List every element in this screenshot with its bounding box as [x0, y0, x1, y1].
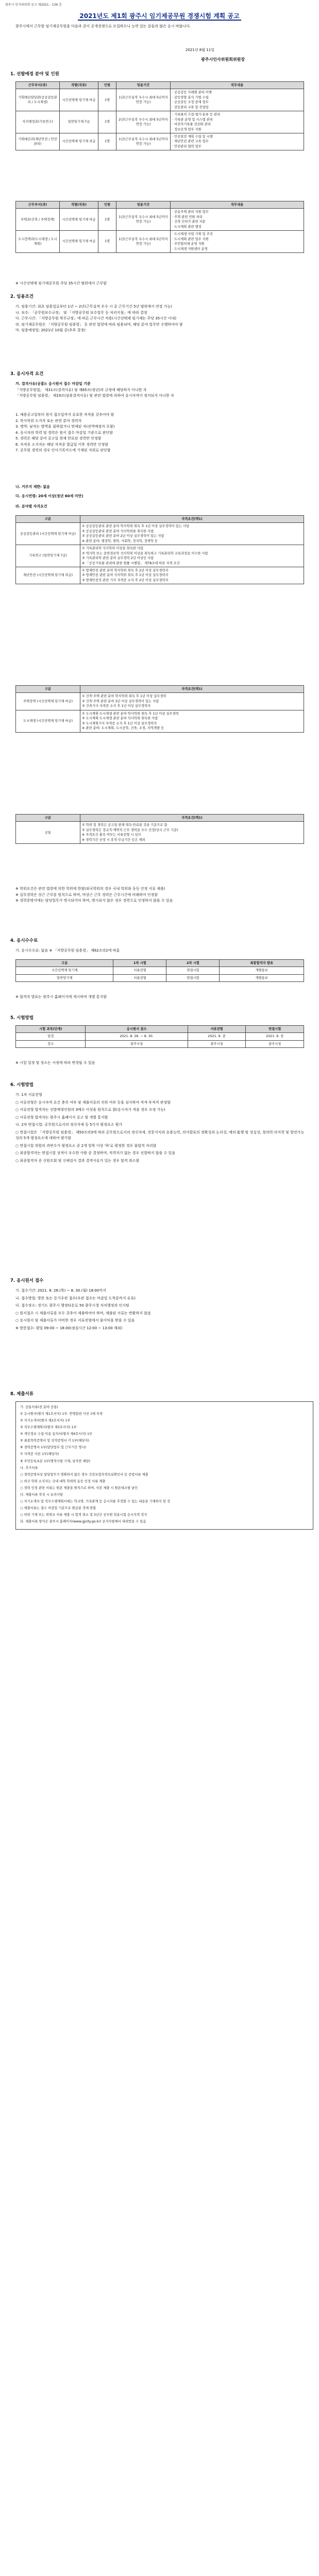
list-item: 4. 응시자의 학력 및 경력은 원서 접수 마감일 기준으로 판단함 [15, 430, 113, 435]
table-cell: 서류전형 [113, 967, 166, 974]
section-1-note: ※ 시간선택제 임기제공무원 주당 35시간 범위에서 근무함 [15, 281, 107, 285]
list-item: ⑦ 자격증 사본 1부(해당자) [20, 1452, 59, 1456]
table-header-cell: 자격요건(택1) [80, 516, 304, 523]
list-item: ○ 경력증명서상 담당업무가 명확하지 않은 경우 건강보험자격득실확인서 등 증빙서류 제출 [20, 1472, 148, 1477]
table-row [16, 1040, 304, 1047]
table-cell: ① 방재안전 관련 분야 학사학위 취득 후 2년 이상 실무경력자 ② 방재안전 관련 분야 석사학위 취득 후 1년 이상 실무경력자 ③ 방재안전직 관련 기사 자격증 소지 후 2년 이상 실무경력자 [80, 567, 304, 584]
positions-table-2 [15, 201, 304, 253]
table-cell: 광주시청 [188, 1040, 246, 1047]
table-header-cell: 직무내용 [171, 201, 304, 209]
list-item: ○ 면접시험 위원의 과반수가 평정요소 중 2개 항목 이상 '하'로 평정한 경우 불합격 처리함 [15, 1143, 157, 1148]
table-header-row [16, 201, 304, 209]
table-row [16, 974, 304, 981]
section-7-title: 7. 응시원서 접수 [10, 1278, 44, 1283]
schedule-table [15, 959, 304, 982]
list-item: ○ 서류전형 합격자는 광주시 홈페이지 공고 및 개별 통지함 [15, 1115, 108, 1120]
table-cell: ① 공공갈등관리 관련 분야 학사학위 취득 후 1년 이상 실무경력이 있는 사람 ② 공공갈등관리 관련 분야 석사학위를 취득한 사람 ③ 공공갈등관리 관련 분야 2년 이상 실무경력이 있는 사람 ※ 관련 분야: 행정학, 법학, 사회학, 정치학, 정책학 등 [80, 523, 304, 545]
table-header-row [16, 815, 304, 822]
notice-org: 광주시인사위원회위원장 [201, 57, 245, 62]
table-cell: 개별통보 [220, 967, 304, 974]
list-item: ○ 응시원서 및 제출서류가 미비한 경우 서류전형에서 불이익을 받을 수 있음 [15, 1318, 135, 1323]
section-4-text: 가. 응시수수료: 없음 ※ 「지방공무원 임용령」 제62조의2에 따름 [15, 948, 120, 953]
table-header-cell: 구분 [16, 686, 80, 693]
list-item: ○ 허위 기재 또는 위변조 서류 제출 시 합격 취소 및 5년간 공무원 임용시험 응시자격 정지 [20, 1513, 147, 1517]
table-header-cell: 서류전형 [188, 1026, 246, 1033]
list-item: ○ 경력 인정 관련 서류는 원본 제출을 원칙으로 하며, 사본 제출 시 원본대조필 날인 [20, 1486, 138, 1490]
notice-date: 2021년 8월 11일 [186, 48, 214, 52]
table-row [16, 111, 304, 133]
table-cell: 일반임기제 [16, 974, 113, 981]
table-header-cell: 1차 시험 [113, 960, 166, 967]
table-row [16, 693, 304, 710]
table-header-cell: 임용기간 [116, 82, 171, 89]
table-cell: 시간선택제 임기제 마급 [60, 209, 98, 231]
section-4-title: 4. 응시수수료 [10, 938, 38, 943]
table-row [16, 209, 304, 231]
sub-heading: 가. 결격사유(공통): 응시원서 접수 마감일 기준 [15, 382, 91, 386]
list-item: ③ 직무수행계획서(별지 제3호서식) 1부 [20, 1426, 77, 1430]
notice-number: 광주시 인사위원회 공고 제2021 - 136 호 [5, 3, 62, 7]
section-7-body [15, 1288, 307, 1333]
table-header-cell: 자격요건(택1) [80, 815, 304, 822]
requirements-table-1 [15, 515, 304, 584]
table-cell: 기획예산담당관(공공갈등관리 / 도시재생) [16, 89, 60, 111]
list-item: 「지방공무원법」 제31조(결격사유) 및 제65조(정년)의 규정에 해당하지 아니한 자 [15, 387, 147, 392]
list-item: 7. 공무원 경력의 경우 인사기록카드에 기재된 직위로 판단함 [15, 448, 111, 453]
notice-intro: 광주시에서 근무할 임기제공무원을 다음과 같이 공개경쟁으로 모집하오니 능력 있는 분들의 많은 응시 바랍니다. [15, 24, 191, 28]
section-1-title: 1. 선발예정 분야 및 인원 [10, 72, 59, 77]
table-row [16, 89, 304, 111]
list-item: 마. 임용예정일: 2021년 10월 중(추후 결정) [15, 328, 86, 333]
table-cell: 2021. 9. 중 [188, 1033, 246, 1040]
section-3-items [15, 412, 307, 454]
table-cell: 1명 [98, 89, 116, 111]
list-item: ○ 자기소개서 및 직무수행계획서에는 학교명, 가족관계 등 응시자를 추정할 수 있는 내용을 기재하지 말 것 [20, 1499, 170, 1503]
list-item: 가. 임용기간: 최초 임용일로부터 1년 ~ 2년(근무실적 우수 시 총 근무기간 5년 범위에서 연장 가능) [15, 304, 172, 309]
list-item: ○ 서류전형은 응시자격 요건 충족 여부 및 제출서류의 진위 여부 등을 심사하여 적격·부적격 판정함 [15, 1100, 171, 1105]
table-row [16, 822, 304, 844]
table-cell: 개별통보 [220, 974, 304, 981]
table-row [16, 133, 304, 150]
list-item: 다. 근무시간: 「지방공무원 복무규정」에 따른 근무시간 적용(시간선택제 임기제는 주당 35시간 이내) [15, 316, 177, 321]
exam-schedule-table [15, 1025, 304, 1048]
table-row [16, 523, 304, 545]
table-cell: 1년(근무실적 우수시 최대 5년까지 연장 가능) [116, 209, 171, 231]
table-header-cell: 직렬(직류) [60, 201, 98, 209]
table-cell: 광주시청 [86, 1040, 188, 1047]
list-item: ④ 개인정보 수집·이용 동의서(별지 제4호서식) 1부 [20, 1432, 93, 1436]
table-cell: 2021. 9. 중 [246, 1033, 304, 1040]
table-cell: 시간선택제 임기제 마급 [60, 89, 98, 111]
list-item: 2. 학사학위 소지자 또는 관련 분야 경력자 [15, 418, 82, 423]
list-item: 3. 병역: 남자는 병역을 필하였거나 면제된 자(전역예정자 포함) [15, 425, 115, 429]
table-cell: 기록연구 (일반임기제 7급) [16, 545, 80, 567]
table-cell: 공공갈등관리 (시간선택제 임기제 마급) [16, 523, 80, 545]
table-header-cell: 2차 시험 [166, 960, 220, 967]
list-item: 나. 2차 면접시험: 공무원으로서의 정신자세 등 5가지 평정요소 평가 [15, 1123, 123, 1127]
table-row [16, 710, 304, 732]
list-item: ○ 최종합격자는 면접시험 성적이 우수한 사람 중 결정하며, 적격자가 없는 경우 선발하지 않을 수 있음 [15, 1151, 175, 1156]
table-cell: 2년(근무실적 우수시 최대 5년까지 연장 가능) [116, 111, 171, 133]
table-header-cell: 직렬(직류) [60, 82, 98, 89]
table-cell: 일정 [16, 1033, 86, 1040]
list-item: 1. 채용공고일부터 원서 접수일까지 유효한 자격을 갖추어야 함 [15, 413, 114, 417]
table-header-row [16, 516, 304, 523]
section-3-title: 3. 응시자격 요건 [10, 371, 44, 377]
section-8-title: 8. 제출서류 [10, 1392, 33, 1397]
notice-title: 2021년도 제1회 광주시 임기제공무원 경쟁시험 계획 공고 [0, 11, 319, 21]
table-cell: 2021. 8. 26. ~ 8. 30. [86, 1033, 188, 1040]
list-item: 「지방공무원 임용령」 제19조(임용결격사유) 및 관련 법령에 의하여 응시자격이 정지되지 아니한 자 [15, 394, 174, 398]
list-item: ※ 학위요건은 관련 법령에 의한 학위에 한함(외국학위의 경우 국내 학위와 동등 인정 서류 제출) [15, 887, 165, 891]
table-header-cell: 최종합격자 발표 [220, 960, 304, 967]
table-cell: 1년(근무실적 우수시 최대 5년까지 연장 가능) [116, 231, 171, 253]
table-cell: 자치행정과(기록연구) [16, 111, 60, 133]
list-item: ○ 최종합격자 중 신원조회 및 신체검사 결과 결격사유가 있는 경우 합격 취소함 [15, 1158, 140, 1163]
table-header-cell: 인원 [98, 82, 116, 89]
section-6-title: 6. 시험방법 [10, 1082, 33, 1088]
table-cell: · 기록물의 수집·평가·분류 등 관리 · 기록관 운영 및 시스템 관리 · 비전자기록물 전산화 관리 · 정보공개 업무 지원 [171, 111, 304, 133]
table-cell: 1명 [98, 111, 116, 133]
table-cell: 장소 [16, 1040, 86, 1047]
section-5-title: 5. 시험방법 [10, 1015, 33, 1021]
table-cell: ① 학위 및 경력은 공고일 현재 취득·만료된 것을 기준으로 함 ② 실무경력은 정규직·계약직 근무 경력을 모두 인정(상시 근무 기준) ※ 자격요건 충족 여부는 서류전형 시 심사 ※ 경력기간 산정 시 휴직·무급기간 등은 제외 [80, 822, 304, 844]
table-cell: 면접시험 [166, 967, 220, 974]
table-cell: ① 건축·주택 관련 분야 학사학위 취득 후 1년 이상 실무경력 ② 건축·주택 관련 분야 3년 이상 실무경력이 있는 사람 ③ 건축기사 자격증 소지 후 1년 이상 실무경력자 [80, 693, 304, 710]
list-item: ○ 원서접수 시 제출서류를 모두 갖추어 제출하여야 하며, 제출된 서류는 반환하지 않음 [15, 1311, 151, 1315]
list-item: ○ 서류전형 합격자는 선발예정인원의 3배수 이상을 원칙으로 함(응시자가 적을 경우 조정 가능) [15, 1108, 165, 1112]
list-item: 나. 보수: 「공무원보수규정」 및 「지방공무원 보수업무 등 처리지침」에 따라 결정 [15, 310, 147, 315]
list-item: ⑥ 경력증명서 1부(담당업무 및 근무기간 명시) [20, 1446, 86, 1450]
table-header-cell: 근무부서(과) [16, 82, 60, 89]
table-cell: 1년(근무실적 우수시 최대 5년까지 연장 가능) [116, 89, 171, 111]
table-header-row [16, 960, 304, 967]
table-header-cell: 구분 [16, 815, 80, 822]
list-item: 가. 접수기간: 2021. 8. 26.(목) ~ 8. 30.(월) 18:00까지 [15, 1289, 106, 1293]
list-item: ○ 면접시험은 「지방공무원 임용령」 제50조의3에 따라 공무원으로서의 정신자세, 전문지식과 응용능력, 의사발표의 정확성과 논리성, 예의·품행 및 성실성, 창의력·의지력 및 발전가능성의 5개 평정요소에 대하여 평가함 [15, 1130, 305, 1141]
list-item: 라. 제출서류 양식은 광주시 홈페이지(www.gjcity.go.kr) 공지사항에서 내려받을 수 있음 [20, 1520, 146, 1524]
table-header-row [16, 1026, 304, 1033]
section-3-sub-d: 라. 분야별 자격요건 [15, 504, 47, 509]
table-header-cell: 자격요건(택1) [80, 686, 304, 693]
list-item: 5. 경력은 해당 분야 공고일 현재 만료된 경력만 인정함 [15, 436, 102, 441]
table-header-row [16, 82, 304, 89]
table-row [16, 567, 304, 584]
section-5-note: ※ 시험 일정 및 장소는 사정에 따라 변경될 수 있음 [15, 1061, 95, 1065]
list-item: ※ 경력증명서에는 담당업무가 명시되어야 하며, 명시되지 않은 경우 경력으로 인정하지 않을 수 있음 [15, 899, 173, 903]
table-row [16, 967, 304, 974]
table-cell: 시간선택제 임기제 [16, 967, 113, 974]
table-cell: 시간선택제 임기제 마급 [60, 231, 98, 253]
list-item: ② 자기소개서(별지 제2호서식) 1부 [20, 1419, 71, 1423]
table-cell: 주택과(건축 / 주택정책) [16, 209, 60, 231]
section-3-sub-c: 다. 응시연령: 20세 이상(정년 60세 미만) [15, 494, 83, 498]
table-header-cell: 구분 [16, 516, 80, 523]
table-cell: · 안전점검 계획 수립 및 시행 · 재난안전 관련 교육 업무 · 안전관리 협력 업무 [171, 133, 304, 150]
list-item: ※ 실무경력은 상근 근무를 원칙으로 하며, 비상근 근무 경력은 근무시간에 비례하여 인정함 [15, 892, 158, 897]
table-cell: 도시재생 (시간선택제 임기제 마급) [16, 710, 80, 732]
positions-table-1 [15, 81, 304, 150]
table-cell: 1명 [98, 231, 116, 253]
requirements-table-2 [15, 685, 304, 733]
table-cell: 공통 [16, 822, 80, 844]
section-3-sub-a [15, 381, 307, 399]
table-header-cell: 시험 과목(단계) [16, 1026, 86, 1033]
list-item: ※ 방문접수: 평일 09:00 ~ 18:00(점심시간 12:00 ~ 13:00 제외) [15, 1326, 123, 1330]
table-cell: 재난안전 (시간선택제 임기제 라급) [16, 567, 80, 584]
table-cell: 1명 [98, 209, 116, 231]
table-header-cell: 근무부서(과) [16, 201, 60, 209]
section-6-body [15, 1092, 307, 1165]
table-cell: 도시정책과(도시재생 / 도시계획) [16, 231, 60, 253]
list-item: 가. 1차 서류전형 [15, 1093, 42, 1097]
table-header-cell: 면접시험 [246, 1026, 304, 1033]
list-item: 다. 접수장소: 경기도 광주시 행정타운로 50 광주시청 자치행정과 인사팀 [15, 1303, 129, 1308]
table-header-cell: 구분 [16, 960, 113, 967]
table-cell: 면접시험 [166, 974, 220, 981]
list-item: ⑧ 주민등록초본 1부(병적사항 기재, 남자만 해당) [20, 1459, 91, 1463]
section-3-notes [15, 886, 307, 904]
table-header-cell: 응시원서 접수 [86, 1026, 188, 1033]
section-4-note: ※ 합격자 발표는 광주시 홈페이지에 게시하며 개별 통지함 [15, 995, 107, 999]
table-row [16, 1033, 304, 1040]
table-row [16, 231, 304, 253]
list-item: ○ 제출서류는 접수 마감일 기준으로 발급된 것에 한함 [20, 1506, 96, 1510]
requirements-table-3 [15, 814, 304, 844]
table-cell: 시간선택제 임기제 라급 [60, 133, 98, 150]
list-item: 나. 추가서류 [20, 1466, 38, 1470]
section-3-sub-b: 나. 거주지 제한: 없음 [15, 485, 50, 489]
list-item: 다. 제출서류 작성 시 유의사항 [20, 1493, 63, 1497]
table-header-cell: 임용기간 [116, 201, 171, 209]
list-item: 가. 공통서류(전 분야 공통) [20, 1405, 58, 1409]
table-cell: 기획예산과(재난안전 / 안전관리) [16, 133, 60, 150]
table-header-cell: 직무내용 [171, 82, 304, 89]
list-item: ⑤ 최종학력증명서 및 성적증명서 각 1부(해당자) [20, 1439, 90, 1443]
table-header-cell: 인원 [98, 201, 116, 209]
table-header-row [16, 686, 304, 693]
table-cell: ① 도시계획·도시재생 관련 분야 학사학위 취득 후 1년 이상 실무경력 ② 도시계획·도시재생 관련 분야 석사학위 취득한 사람 ③ 도시계획기사 자격증 소지 후 1년 이상 실무경력자 ※ 관련 분야: 도시계획, 도시공학, 건축, 조경, 지역개발 등 [80, 710, 304, 732]
list-item: ○ 외국 학위 소지자는 국내 대학 학위와 동등 인정 서류 제출 [20, 1479, 106, 1483]
section-8-body [15, 1401, 313, 1530]
table-cell: 서류전형 [113, 974, 166, 981]
list-item: ① 응시원서(별지 제1호서식) 1부. 반명함판 사진 1매 부착 [20, 1412, 103, 1416]
table-cell: · 공공갈등 사례별 관리 이행 · 갈등영향 분석 기법 수립 · 공공갈등 조정·중재 업무 · 갈등관리 교육 및 컨설팅 [171, 89, 304, 111]
table-row [16, 545, 304, 567]
list-item: 나. 접수방법: 방문 또는 등기우편 접수(우편 접수는 마감일 도착분까지 유효) [15, 1296, 136, 1300]
table-cell: 일반임기제 7급 [60, 111, 98, 133]
list-item: 라. 임기제공무원은 「지방공무원 임용령」 등 관련 법령에 따라 임용되며, 해당 분야 업무만 수행하여야 함 [15, 322, 183, 327]
table-cell: 1년(근무실적 우수시 최대 5년까지 연장 가능) [116, 133, 171, 150]
table-cell: 주택정책 (시간선택제 임기제 마급) [16, 693, 80, 710]
table-cell: 광주시청 [246, 1040, 304, 1047]
section-2-body [15, 304, 307, 334]
section-2-title: 2. 임용조건 [10, 294, 33, 299]
table-cell: · 공동주택 관리 지원 업무 · 주택 관련 민원 처리 · 건축 인허가 관련 자문 · 도시계획 관련 행정 [171, 209, 304, 231]
table-cell: ① 기록관리학 석사학위 이상을 취득한 사람 ② 역사학 또는 문헌정보학 석사학위 이상을 취득하고 기록관리학 교육과정을 이수한 사람 ③ 기록관리학 관련 분야 실무경력 2년 이상인 사람 ※ 「공공기록물 관리에 관한 법률 시행령」 제78조에 따른 자격 요건 [80, 545, 304, 567]
table-cell: 1명 [98, 133, 116, 150]
list-item: 6. 자격증 소지자는 해당 자격증 발급일 이후 경력만 인정함 [15, 442, 109, 447]
table-cell: · 도시재생 사업 기획 및 추진 · 도시계획 관련 업무 지원 · 주민협의체 운영 지원 · 도시재생 지원센터 운영 [171, 231, 304, 253]
